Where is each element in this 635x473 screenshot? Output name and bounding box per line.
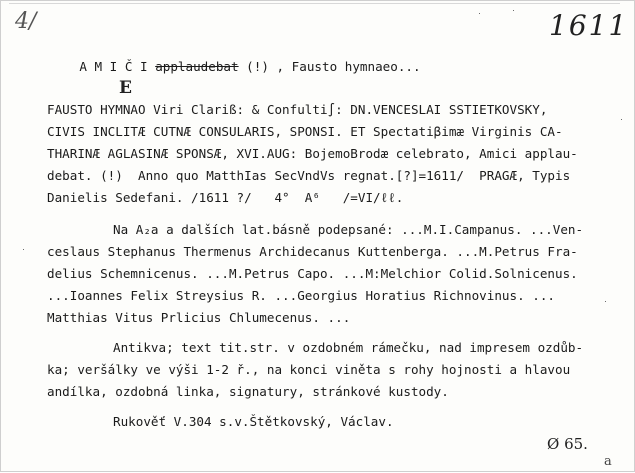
source-line: Rukověť V.304 s.v.Štětkovský, Václav. <box>113 414 394 429</box>
scan-speck <box>513 10 514 11</box>
title-line-1: FAUSTO HYMNAO Viri Clariß: & Confulti∫: DN.VENCESLAI SSTIETKOVSKY, <box>47 102 548 117</box>
corner-mark: 4/ <box>15 9 37 34</box>
description-line-2: ka; veršálky ve výši 1-2 ř., na konci viněta s rohy hojnosti a hlavou <box>47 362 571 377</box>
side-mark: a <box>604 454 612 469</box>
header-rest: (!) , Fausto hymnaeo... <box>238 59 421 74</box>
scan-speck <box>23 249 24 250</box>
header-amici: A M I Č I <box>79 59 148 74</box>
header-line <box>49 34 421 100</box>
shelf-number: 1611 <box>549 9 629 42</box>
description-line-3: andílka, ozdobná linka, signatury, stránkové kustody. <box>47 384 449 399</box>
scan-speck <box>621 119 622 120</box>
title-line-4: debat. (!) Anno quo MatthIas SecVndVs regnat.[?]=1611/ PRAGÆ, Typis <box>47 168 571 183</box>
title-line-3: THARINÆ AGLASINÆ SPONSÆ, XVI.AUG: BojemoBrodæ celebrato, Amici applau- <box>47 146 578 161</box>
top-edge-line <box>9 3 620 4</box>
scan-speck <box>605 301 606 302</box>
folio-note: Ø 65. <box>547 435 588 453</box>
scan-speck <box>479 13 480 14</box>
poems-line-2: ceslaus Stephanus Thermenus Archidecanus Kuttenberga. ...M.Petrus Fra- <box>47 244 578 259</box>
correction-letter: E <box>119 78 132 98</box>
description-line-1: Antikva; text tit.str. v ozdobném rámečku, nad impresem ozdůb- <box>113 340 584 355</box>
title-line-5: Danielis Sedefani. /1611 ?/ 4° A⁶ /=VI/ℓℓ. <box>47 190 404 205</box>
poems-line-5: Matthias Vitus Prlicius Chlumecenus. ... <box>47 310 351 325</box>
poems-line-3: delius Schemnicenus. ...M.Petrus Capo. ...M:Melchior Colid.Solnicenus. <box>47 266 578 281</box>
poems-line-4: ...Ioannes Felix Streysius R. ...Georgius Horatius Richnovinus. ... <box>47 288 555 303</box>
header-struck-word: applaudebat <box>155 59 239 74</box>
poems-line-1: Na A₂a a dalších lat.básně podepsané: ...M.I.Campanus. ...Ven- <box>113 222 584 237</box>
title-line-2: CIVIS INCLITÆ CUTNÆ CONSULARIS, SPONSI. ET Spectatiβimæ Virginis CA- <box>47 124 563 139</box>
